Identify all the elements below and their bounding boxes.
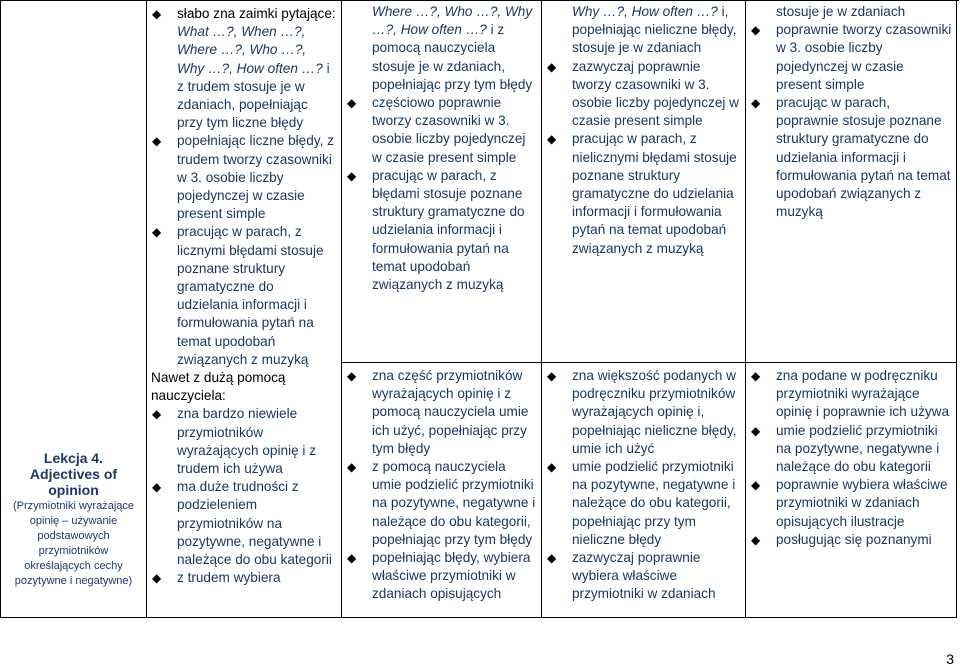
- col5-list-bottom: [750, 367, 952, 549]
- list-item: ◆ częściowo poprawnie tworzy czasowniki w 3. osobie liczby pojedynczej w czasie present simple: [346, 94, 537, 167]
- list-item: ◆ pracując w parach, z licznymi błędami stosuje poznane struktury gramatyczne do udzielania informacji i formułowania pytań na temat upodobań związanych z muzyką: [151, 223, 337, 369]
- grade-column-4-bottom: [542, 363, 746, 618]
- list-item: ◆ posługując się poznanymi: [750, 531, 952, 549]
- lesson-title: Adjectives of opinion: [29, 466, 118, 498]
- list-item: ◆ zna podane w podręczniku przymiotniki wyrażające opinię i poprawnie ich używa: [750, 367, 952, 422]
- grade-column-3-top: [342, 1, 542, 363]
- list-item: ◆ zna większość podanych w podręczniku przymiotników wyrażających opinię i, popełniając nieliczne błędy, umie ich użyć: [546, 367, 741, 458]
- list-item: ◆ ma duże trudności z podzieleniem przymiotników na pozytywne, negatywne i należące do obu kategorii: [151, 478, 337, 569]
- list-item: ◆ poprawnie wybiera właściwe przymiotniki w zdaniach opisujących ilustracje: [750, 476, 952, 531]
- list-item: ◆ z trudem wybiera: [151, 569, 337, 587]
- col2-intro: Nawet z dużą pomocą nauczyciela:: [151, 370, 286, 404]
- list-item: ◆ umie podzielić przymiotniki na pozytywne, negatywne i należące do obu kategorii, popełniając przy tym nieliczne błędy: [546, 458, 741, 549]
- col4-list-bottom: [546, 367, 741, 604]
- list-item: ◆ z pomocą nauczyciela umie podzielić przymiotniki na pozytywne, negatywne i należące do obu kategorii, popełniając przy tym błędy: [346, 458, 537, 549]
- col4-intro: Why …?, How often …? i, popełniając nieliczne błędy, stosuje je w zdaniach: [572, 4, 737, 56]
- grade-column-5-bottom: [746, 363, 957, 618]
- grade-column-4-top: [542, 1, 746, 363]
- lesson-cell: [1, 1, 147, 618]
- grade-column-2: [147, 1, 342, 618]
- list-item: ◆ zazwyczaj poprawnie tworzy czasowniki w 3. osobie liczby pojedynczej w czasie present simple: [546, 58, 741, 131]
- col5-intro: stosuje je w zdaniach: [776, 4, 906, 19]
- col2-list-top: [151, 5, 337, 369]
- lesson-subtitle: (Przymiotniki wyrażające opinię – używanie podstawowych przymiotników określających cechy pozytywne i negatywne): [12, 500, 135, 587]
- lesson-number: Lekcja 4.: [43, 450, 104, 466]
- list-item: ◆ zazwyczaj poprawnie wybiera właściwe przymiotniki w zdaniach: [546, 549, 741, 604]
- list-item: ◆ umie podzielić przymiotniki na pozytywne, negatywne i należące do obu kategorii: [750, 422, 952, 477]
- page-number: 3: [946, 651, 954, 667]
- list-item: ◆ pracując w parach, poprawnie stosuje poznane struktury gramatyczne do udzielania informacji i formułowania pytań na temat upodobań związanych z muzyką: [750, 94, 952, 221]
- list-item: ◆ zna bardzo niewiele przymiotników wyrażających opinię i z trudem ich używa: [151, 405, 337, 478]
- col5-list-top: [750, 21, 952, 221]
- list-item: ◆ poprawnie tworzy czasowniki w 3. osobie liczby pojedynczej w czasie present simple: [750, 21, 952, 94]
- list-item: ◆ popełniając liczne błędy, z trudem tworzy czasowniki w 3. osobie liczby pojedynczej w czasie present simple: [151, 132, 337, 223]
- col2-list-bottom: [151, 405, 337, 587]
- list-item: ◆ popełniając błędy, wybiera właściwe przymiotniki w zdaniach opisujących: [346, 549, 537, 604]
- col3-list-top: [346, 94, 537, 294]
- grade-column-5-top: [746, 1, 957, 363]
- list-item: ◆ pracując w parach, z nielicznymi błędami stosuje poznane struktury gramatyczne do udzielania informacji i formułowania pytań na temat upodobań związanych z muzyką: [546, 130, 741, 257]
- col3-list-bottom: [346, 367, 537, 604]
- list-item: ◆ pracując w parach, z błędami stosuje poznane struktury gramatyczne do udzielania informacji i formułowania pytań na temat upodobań związanych z muzyką: [346, 167, 537, 294]
- list-item: ◆ zna część przymiotników wyrażających opinię i z pomocą nauczyciela umie ich użyć, popełniając przy tym błędy: [346, 367, 537, 458]
- col3-intro: Where …?, Who …?, Why …?, How often …? i z pomocą nauczyciela stosuje je w zdaniach, popełniając przy tym błędy: [372, 4, 533, 92]
- list-item: ◆ słabo zna zaimki pytające: What …?, When …?, Where …?, Who …?, Why …?, How often …? i z trudem stosuje je w zdaniach, popełniając przy tym liczne błędy: [151, 5, 337, 132]
- col4-list-top: [546, 58, 741, 258]
- grade-column-3-bottom: [342, 363, 542, 618]
